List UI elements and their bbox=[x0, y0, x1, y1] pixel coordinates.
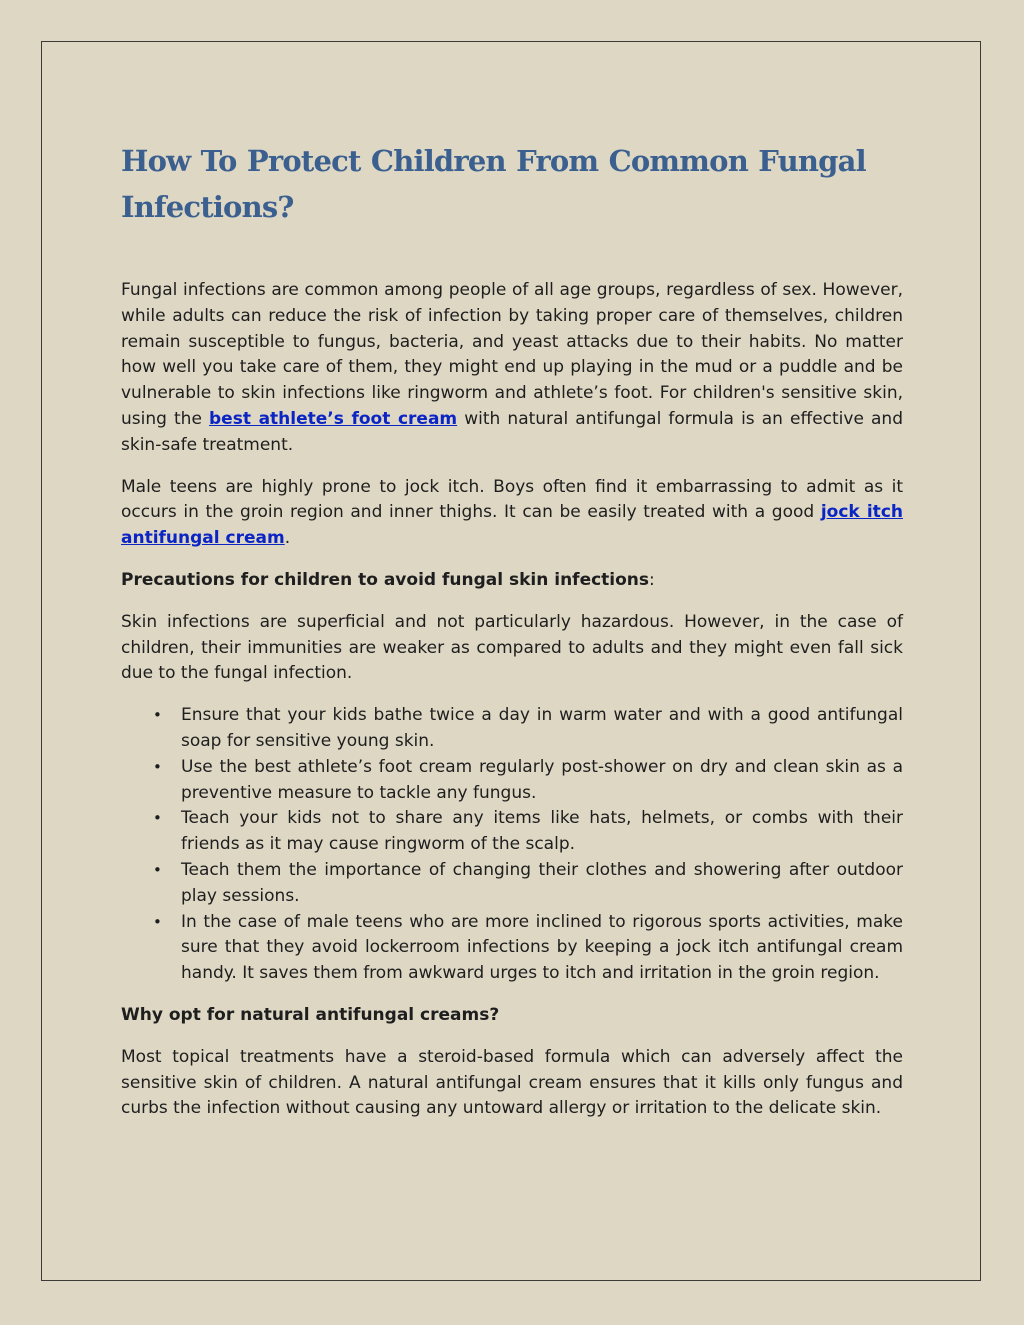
list-item bbox=[153, 703, 903, 755]
list-item-text: Teach your kids not to share any items like hats, helmets, or combs with their friends as it may cause ringworm of the scalp. bbox=[181, 808, 903, 855]
jock-itch-cream-link[interactable]: jock itch antifungal cream bbox=[121, 502, 903, 549]
why-heading: Why opt for natural antifungal creams? bbox=[121, 1004, 500, 1025]
list-item bbox=[153, 910, 903, 987]
list-item-text: In the case of male teens who are more inclined to rigorous sports activities, make sure that they avoid lockerroom infections by keeping a jock itch antifungal cream handy. It saves them from awkward urges to itch and irritation in the groin region. bbox=[181, 911, 903, 984]
intro-text-before-link: Fungal infections are common among people of all age groups, regardless of sex. However, while adults can reduce the risk of infection by taking proper care of themselves, children remain susceptible to fungus, bacteria, and yeast attacks due to their habits. No matter how well you take care of them, they might end up playing in the mud or a puddle and be vulnerable to skin infections like ringworm and athlete’s foot. For children's sensitive skin, using the bbox=[121, 280, 903, 429]
bullet-icon: • bbox=[153, 757, 162, 776]
list-item bbox=[153, 858, 903, 910]
list-item bbox=[153, 806, 903, 858]
teens-text-before-link: Male teens are highly prone to jock itch. Boys often find it embarrassing to admit as it occurs in the groin region and inner thighs. It can be easily treated with a good bbox=[121, 476, 903, 523]
intro-paragraph bbox=[121, 278, 903, 459]
bullet-icon: • bbox=[153, 706, 162, 725]
precautions-list bbox=[121, 703, 903, 987]
bullet-icon: • bbox=[153, 860, 162, 879]
athletes-foot-cream-link[interactable]: best athlete’s foot cream bbox=[209, 408, 458, 429]
teens-paragraph bbox=[121, 475, 903, 552]
bullet-icon: • bbox=[153, 912, 162, 931]
page-title: How To Protect Children From Common Fungal Infections? bbox=[121, 144, 866, 224]
precautions-intro-paragraph: Skin infections are superficial and not particularly hazardous. However, in the case of children, their immunities are weaker as compared to adults and they might even fall sick due to the fungal infection. bbox=[121, 611, 903, 684]
list-item-text: Teach them the importance of changing their clothes and showering after outdoor play sessions. bbox=[181, 859, 903, 906]
precautions-heading bbox=[121, 568, 903, 594]
bullet-icon: • bbox=[153, 809, 162, 828]
teens-text-after-link: . bbox=[284, 528, 291, 549]
list-item-text: Use the best athlete’s foot cream regularly post-shower on dry and clean skin as a preventive measure to tackle any fungus. bbox=[181, 756, 903, 803]
intro-text-after-link: with natural antifungal formula is an effective and skin-safe treatment. bbox=[121, 408, 904, 455]
list-item bbox=[153, 755, 903, 807]
list-item-text: Ensure that your kids bathe twice a day in warm water and with a good antifungal soap for sensitive young skin. bbox=[181, 705, 903, 751]
precautions-heading-colon: : bbox=[649, 569, 655, 590]
precautions-heading-text: Precautions for children to avoid fungal skin infections bbox=[121, 569, 650, 590]
why-paragraph: Most topical treatments have a steroid-based formula which can adversely affect the sensitive skin of children. A natural antifungal cream ensures that it kills only fungus and curbs the infection without causing any untoward allergy or irritation to the delicate skin. bbox=[121, 1046, 903, 1119]
document-body bbox=[121, 138, 903, 1122]
